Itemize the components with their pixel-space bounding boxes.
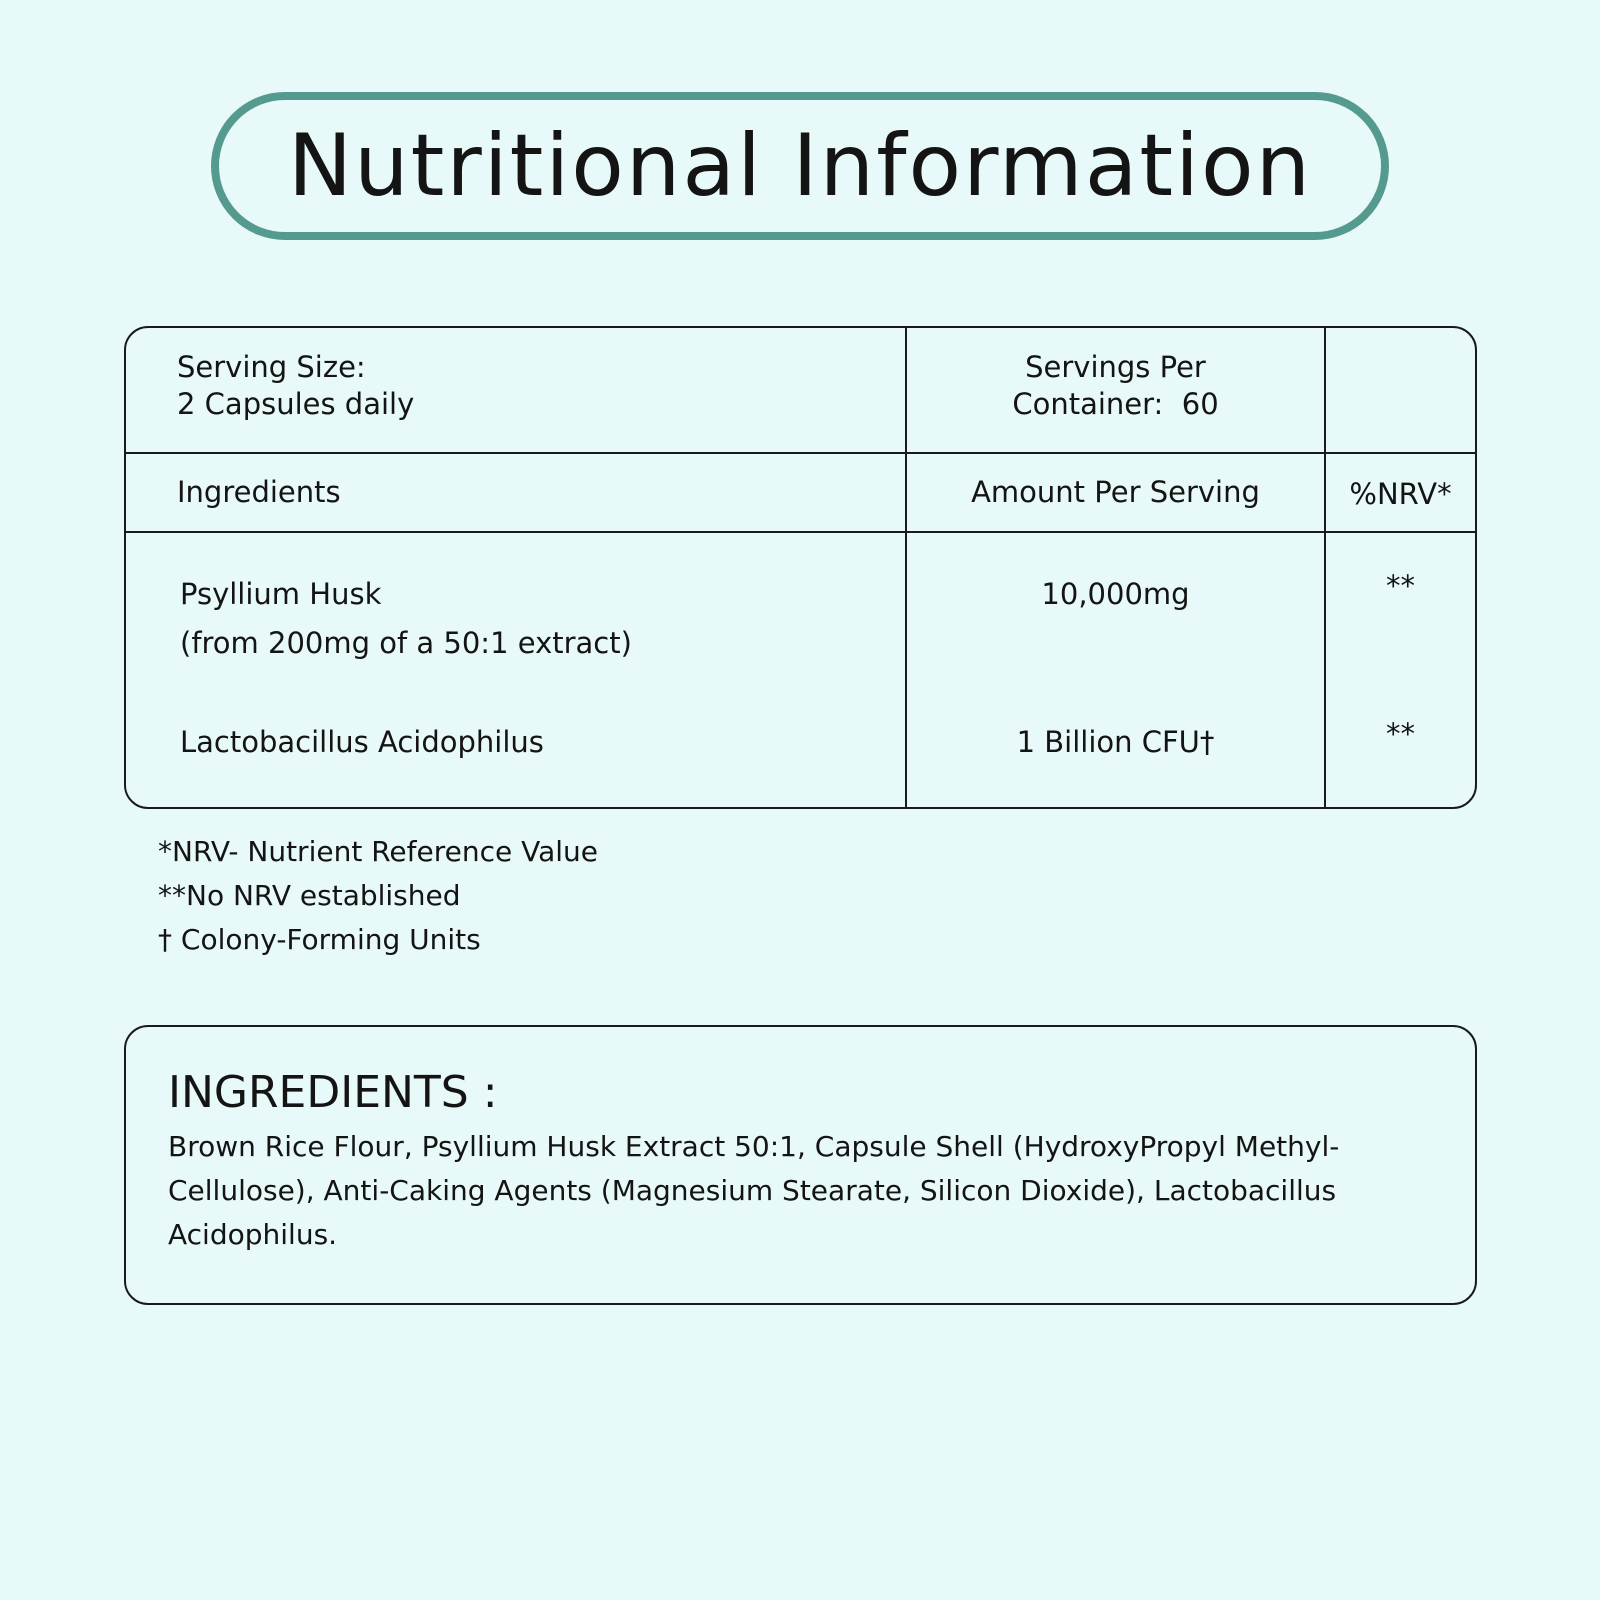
row-amount: 10,000mg: [1041, 577, 1190, 611]
page-title: Nutritional Information: [287, 116, 1313, 216]
row-nrv: **: [1386, 569, 1415, 603]
row-name: Psyllium Husk: [180, 577, 382, 611]
row-sub: (from 200mg of a 50:1 extract): [180, 626, 632, 660]
footnote: † Colony-Forming Units: [158, 923, 481, 956]
servings-per-value: Container: 60: [1012, 387, 1219, 421]
ingredients-box: [124, 1025, 1477, 1305]
header-ingredients: Ingredients: [177, 475, 341, 509]
footnote: *NRV- Nutrient Reference Value: [158, 835, 598, 868]
footnotes: [158, 830, 598, 962]
title-banner: [211, 92, 1389, 240]
divider: [126, 531, 1475, 533]
ingredients-text: Brown Rice Flour, Psyllium Husk Extract 50:1, Capsule Shell (HydroxyPropyl Methyl-Cellulose), Anti-Caking Agents (Magnesium Stearate, Silicon Dioxide), Lactobacillus Acidophilus.: [168, 1130, 1340, 1251]
header-nrv: %NRV*: [1349, 477, 1452, 511]
divider: [126, 452, 1475, 454]
footnote: **No NRV established: [158, 879, 461, 912]
header-amount: Amount Per Serving: [971, 475, 1260, 509]
servings-per-label: Servings Per: [1025, 350, 1206, 384]
row-amount: 1 Billion CFU†: [1016, 725, 1215, 759]
ingredients-heading: INGREDIENTS :: [168, 1067, 498, 1118]
row-nrv: **: [1386, 717, 1415, 751]
nutrition-table: [124, 326, 1477, 809]
serving-size-label: Serving Size:: [177, 350, 366, 384]
serving-size-value: 2 Capsules daily: [177, 387, 415, 421]
row-name: Lactobacillus Acidophilus: [180, 725, 544, 759]
